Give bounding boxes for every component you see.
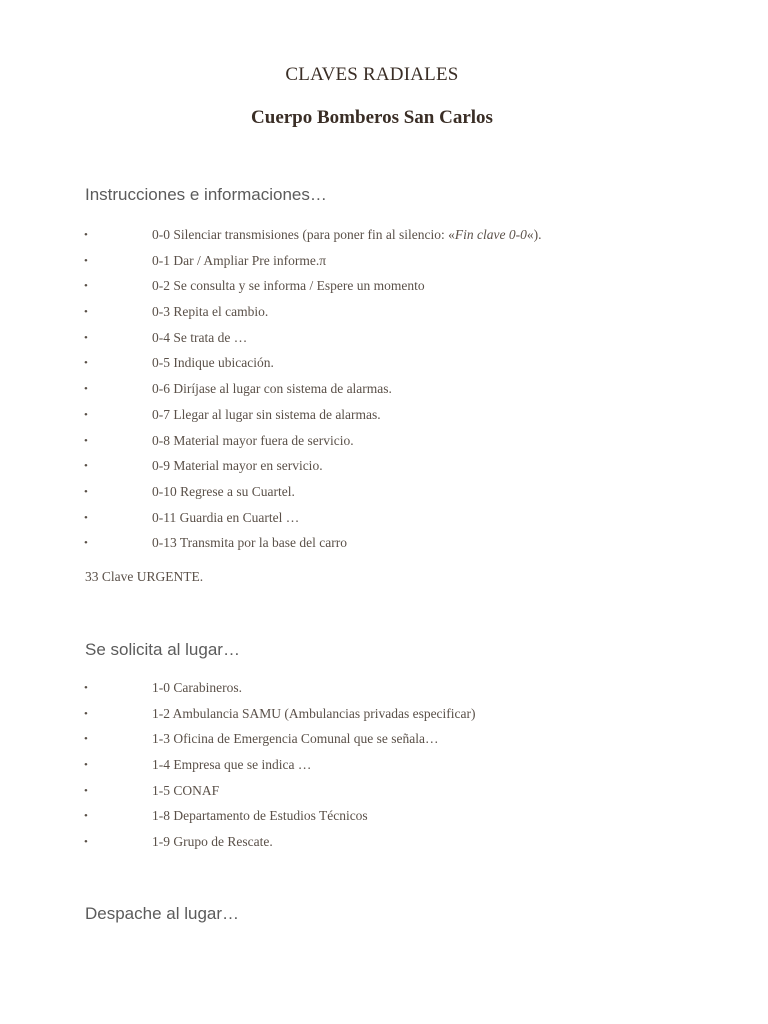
- list-item-text: 1-4 Empresa que se indica …: [152, 757, 312, 773]
- bullet-icon: •: [84, 707, 88, 720]
- section-heading-instrucciones: Instrucciones e informaciones…: [85, 185, 327, 204]
- list-item-text: 0-8 Material mayor fuera de servicio.: [152, 432, 354, 448]
- bullet-icon: •: [84, 357, 88, 370]
- bullet-icon: •: [84, 537, 88, 550]
- list-item: [0, 303, 768, 329]
- list-item-text: 1-9 Grupo de Rescate.: [152, 834, 273, 850]
- bullet-icon: •: [84, 383, 88, 396]
- document-title: CLAVES RADIALES: [285, 64, 459, 85]
- list-item: [0, 432, 768, 458]
- list-item: [0, 782, 768, 808]
- list-item: [0, 354, 768, 380]
- list-item-text: 1-2 Ambulancia SAMU (Ambulancias privadas especificar): [152, 705, 476, 721]
- bullet-icon: •: [84, 511, 88, 524]
- list-item-text: 0-5 Indique ubicación.: [152, 355, 274, 371]
- list-item-text: 1-8 Departamento de Estudios Técnicos: [152, 808, 368, 824]
- list-item: [0, 277, 768, 303]
- list-item: [0, 483, 768, 509]
- list-item-text: 0-9 Material mayor en servicio.: [152, 458, 323, 474]
- bullet-icon: •: [84, 434, 88, 447]
- bullet-icon: •: [84, 254, 88, 267]
- list-item-text: 0-4 Se trata de …: [152, 329, 248, 345]
- list-item-text: 0-11 Guardia en Cuartel …: [152, 509, 300, 525]
- list-item: [0, 679, 768, 705]
- instrucciones-list: [0, 226, 768, 560]
- list-item-text: 1-0 Carabineros.: [152, 680, 242, 695]
- list-item-text: 1-5 CONAF: [152, 782, 220, 798]
- list-item: [0, 534, 768, 560]
- bullet-icon: •: [84, 836, 88, 849]
- bullet-icon: •: [84, 810, 88, 823]
- bullet-icon: •: [84, 759, 88, 772]
- bullet-icon: •: [84, 331, 88, 344]
- list-item: [0, 807, 768, 833]
- section-heading-solicita: Se solicita al lugar…: [85, 640, 240, 659]
- solicita-list: [0, 679, 768, 859]
- bullet-icon: •: [84, 460, 88, 473]
- list-item: [0, 380, 768, 406]
- list-item: [0, 406, 768, 432]
- bullet-icon: •: [84, 306, 88, 319]
- list-item: [0, 252, 768, 278]
- section-heading-despache: Despache al lugar…: [85, 904, 240, 923]
- bullet-icon: •: [84, 784, 88, 797]
- list-item-text: 0-6 Diríjase al lugar con sistema de alarmas.: [152, 381, 392, 397]
- list-item: [0, 756, 768, 782]
- urgent-note: 33 Clave URGENTE.: [85, 569, 204, 584]
- list-item-text: 0-7 Llegar al lugar sin sistema de alarmas.: [152, 406, 381, 422]
- list-item: [0, 226, 768, 252]
- list-item: [0, 730, 768, 756]
- document-subtitle: Cuerpo Bomberos San Carlos: [251, 107, 493, 128]
- list-item-text: 0-1 Dar / Ampliar Pre informe.π: [152, 252, 327, 268]
- bullet-icon: •: [84, 229, 88, 241]
- list-item-text: 0-2 Se consulta y se informa / Espere un momento: [152, 278, 425, 294]
- list-item: [0, 509, 768, 535]
- bullet-icon: •: [84, 733, 88, 746]
- bullet-icon: •: [84, 280, 88, 293]
- list-item: [0, 329, 768, 355]
- list-item: [0, 705, 768, 731]
- bullet-icon: •: [84, 408, 88, 421]
- bullet-icon: •: [84, 682, 88, 694]
- list-item: [0, 833, 768, 859]
- list-item-text: 0-3 Repita el cambio.: [152, 304, 269, 320]
- bullet-icon: •: [84, 485, 88, 498]
- list-item-text: 0-0 Silenciar transmisiones (para poner fin al silencio: «Fin clave 0-0«).: [152, 227, 542, 242]
- list-item: [0, 457, 768, 483]
- list-item-text: 0-10 Regrese a su Cuartel.: [152, 483, 295, 499]
- list-item-text: 1-3 Oficina de Emergencia Comunal que se señala…: [152, 731, 439, 747]
- list-item-text: 0-13 Transmita por la base del carro: [152, 535, 347, 551]
